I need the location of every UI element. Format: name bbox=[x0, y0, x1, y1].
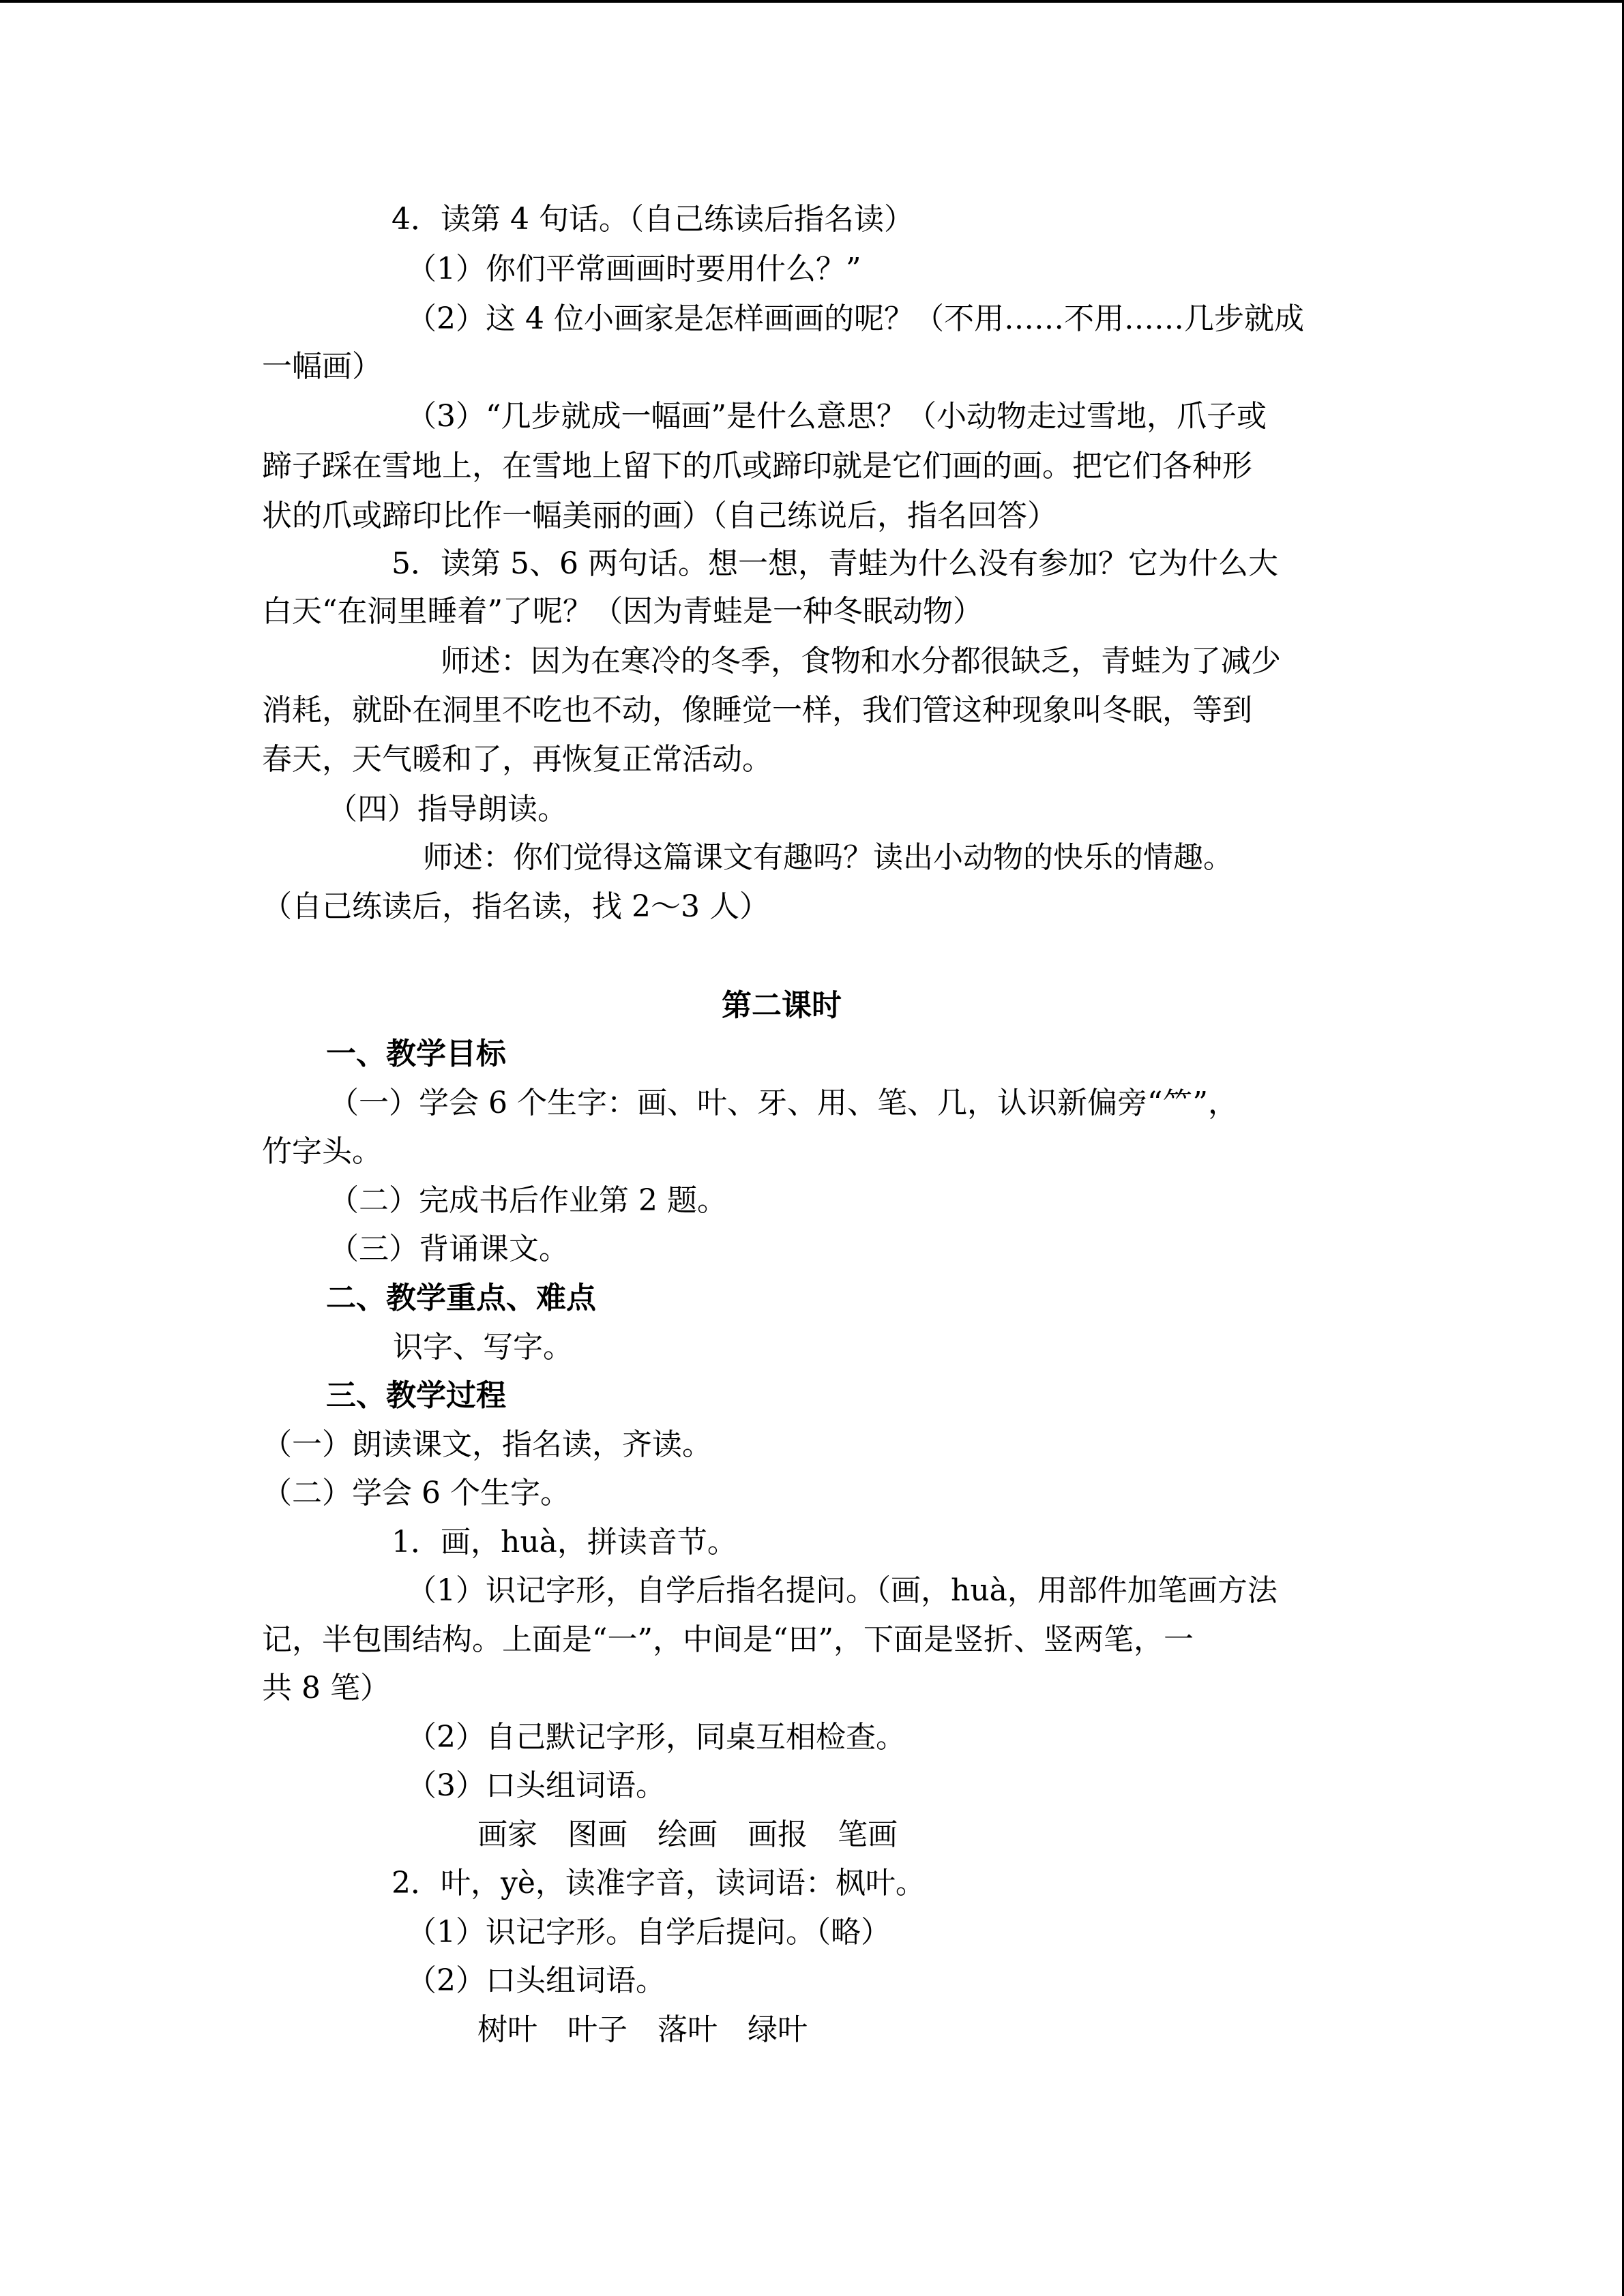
word-list: 树叶 叶子 落叶 绿叶 bbox=[477, 2012, 808, 2047]
text-line: （1）识记字形，自学后指名提问。（画，huà，用部件加笔画方法 bbox=[407, 1573, 1278, 1608]
text-line: （2）自己默记字形，同桌互相检查。 bbox=[407, 1720, 906, 1755]
text-line: 共 8 笔） bbox=[262, 1671, 390, 1705]
text-line: 记，半包围结构。上面是“一”，中间是“田”，下面是竖折、竖两笔，一 bbox=[262, 1622, 1194, 1657]
text-line: 春天，天气暖和了，再恢复正常活动。 bbox=[262, 742, 772, 777]
text-line: （一）学会 6 个生字：画、叶、牙、用、笔、几，认识新偏旁“⺮”， bbox=[329, 1086, 1238, 1120]
word-list: 画家 图画 绘画 画报 笔画 bbox=[477, 1817, 898, 1852]
text-line: （二）学会 6 个生字。 bbox=[262, 1476, 570, 1510]
text-line: （3）“几步就成一幅画”是什么意思？（小动物走过雪地，爪子或 bbox=[407, 399, 1267, 434]
heading-objectives: 一、教学目标 bbox=[326, 1037, 506, 1071]
text-line: （四）指导朗读。 bbox=[327, 792, 567, 826]
heading-key-points: 二、教学重点、难点 bbox=[326, 1281, 596, 1315]
text-line: （3）口头组词语。 bbox=[407, 1768, 666, 1803]
text-line: 白天“在洞里睡着”了呢？（因为青蛙是一种冬眠动物） bbox=[262, 594, 983, 629]
text-line: （2）这 4 位小画家是怎样画画的呢？（不用……不用……几步就成 bbox=[407, 301, 1304, 336]
text-line: 状的爪或蹄印比作一幅美丽的画）（自己练说后，指名回答） bbox=[262, 498, 1057, 533]
text-line: 消耗，就卧在洞里不吃也不动，像睡觉一样，我们管这种现象叫冬眠，等到 bbox=[262, 693, 1252, 728]
text-line: （一）朗读课文，指名读，齐读。 bbox=[262, 1427, 712, 1462]
text-line: 蹄子踩在雪地上，在雪地上留下的爪或蹄印就是它们画的画。把它们各种形 bbox=[262, 449, 1252, 483]
text-line: （自己练读后，指名读，找 2～3 人） bbox=[262, 889, 769, 924]
text-line: （三）背诵课文。 bbox=[329, 1232, 569, 1266]
text-line: （1）识记字形。自学后提问。（略） bbox=[407, 1915, 891, 1950]
text-line: 一幅画） bbox=[262, 349, 382, 384]
text-line: 2．叶，yè，读准字音，读词语：枫叶。 bbox=[392, 1866, 926, 1900]
heading-process: 三、教学过程 bbox=[326, 1378, 506, 1413]
section-title: 第二课时 bbox=[722, 988, 842, 1023]
text-line: 师述：因为在寒冷的冬季，食物和水分都很缺乏，青蛙为了减少 bbox=[441, 644, 1281, 679]
text-line: 1．画，huà，拼读音节。 bbox=[392, 1525, 737, 1560]
page-top-border bbox=[0, 0, 1624, 3]
text-line: 5．读第 5、6 两句话。想一想，青蛙为什么没有参加？它为什么大 bbox=[392, 546, 1278, 581]
text-line: 4．读第 4 句话。（自己练读后指名读） bbox=[392, 202, 914, 237]
text-line: 师述：你们觉得这篇课文有趣吗？读出小动物的快乐的情趣。 bbox=[423, 840, 1233, 875]
text-line: （1）你们平常画画时要用什么？” bbox=[407, 252, 861, 286]
text-line: 竹字头。 bbox=[262, 1134, 382, 1169]
text-line: （2）口头组词语。 bbox=[407, 1963, 666, 1998]
text-line: 识字、写字。 bbox=[393, 1330, 573, 1365]
text-line: （二）完成书后作业第 2 题。 bbox=[329, 1183, 727, 1218]
